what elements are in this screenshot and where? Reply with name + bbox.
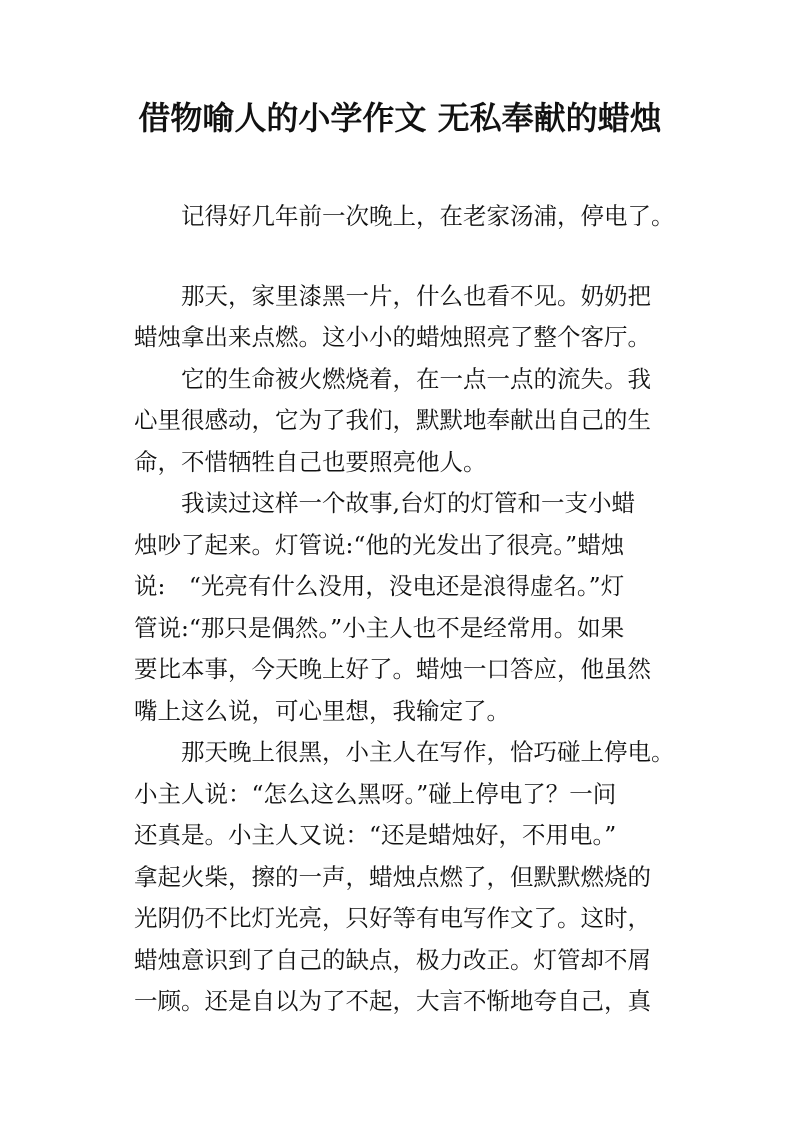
- paragraph-line: 管说:“那只是偶然。”小主人也不是经常用。如果: [134, 613, 625, 642]
- paragraph-line: 命，不惜牺牲自己也要照亮他人。: [134, 447, 487, 476]
- paragraph-line: 小主人说：“怎么这么黑呀。”碰上停电了？一问: [134, 779, 617, 808]
- paragraph-spacer: [134, 238, 674, 276]
- paragraph-line: 一顾。还是自以为了不起，大言不惭地夸自己，真: [134, 987, 651, 1015]
- paragraph-line: 心里很感动，它为了我们，默默地奉献出自己的生: [134, 406, 651, 434]
- document-body: [134, 196, 674, 1023]
- paragraph-line: 烛吵了起来。灯管说:“他的光发出了很亮。”蜡烛: [134, 530, 625, 559]
- paragraph-line: 光阴仍不比灯光亮，只好等有电写作文了。这时，: [134, 904, 651, 932]
- paragraph-line: 记得好几年前一次晚上，在老家汤浦，停电了。: [181, 202, 675, 230]
- paragraph-line: 拿起火柴，擦的一声，蜡烛点燃了，但默默燃烧的: [134, 862, 651, 891]
- paragraph-line: 我读过这样一个故事,台灯的灯管和一支小蜡: [181, 489, 635, 517]
- paragraph-line: 蜡烛拿出来点燃。这小小的蜡烛照亮了整个客厅。: [134, 323, 651, 351]
- paragraph-line: 那天，家里漆黑一片，什么也看不见。奶奶把: [181, 281, 651, 310]
- paragraph-line: 它的生命被火燃烧着，在一点一点的流失。我: [181, 364, 651, 393]
- paragraph-line: 那天晚上很黑，小主人在写作，恰巧碰上停电。: [181, 738, 675, 766]
- paragraph-line: 说: “光亮有什么没用，没电还是浪得虚名。”灯: [134, 572, 625, 600]
- paragraph-line: 要比本事，今天晚上好了。蜡烛一口答应，他虽然: [134, 655, 651, 683]
- paragraph-line: 还真是。小主人又说：“还是蜡烛好，不用电。”: [134, 821, 617, 849]
- paragraph-line: 蜡烛意识到了自己的缺点，极力改正。灯管却不屑: [134, 945, 651, 974]
- document-title: 借物喻人的小学作文 无私奉献的蜡烛: [138, 99, 662, 137]
- paragraph-line: 嘴上这么说，可心里想，我输定了。: [134, 696, 510, 725]
